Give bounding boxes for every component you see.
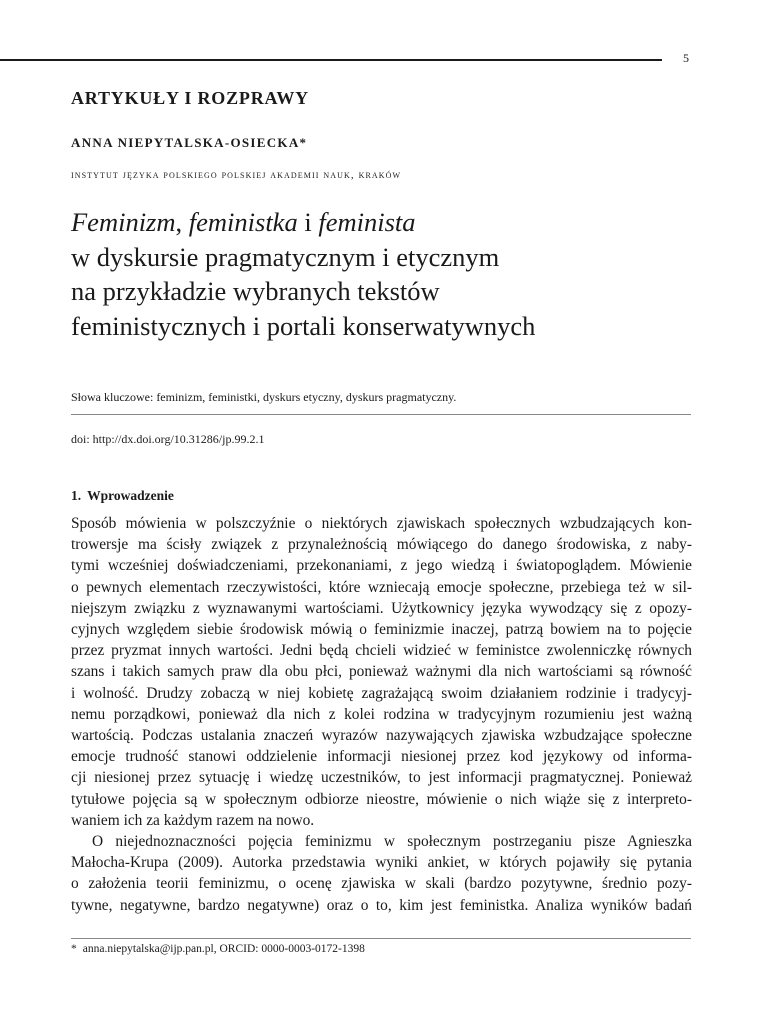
header-rule xyxy=(0,59,662,61)
body-line: O niejednoznaczności pojęcia feminizmu w społecznym postrzeganiu pisze Agnieszka xyxy=(92,833,692,851)
body-line: cji niesionej przez sytuację i wiedzę uczestników, to jest informacji pragmatycznej. Ponieważ xyxy=(71,769,692,787)
title-line-2: w dyskursie pragmatycznym i etycznym xyxy=(71,241,500,272)
body-line: o pewnych elementach rzeczywistości, które wzniecają emocje społeczne, przebiega też w sil- xyxy=(71,578,692,596)
footnote-email[interactable]: anna.niepytalska@ijp.pan.pl, xyxy=(82,943,220,955)
body-line: i wolność. Drudzy zobaczą w niej kobietę zagrażającą swoim działaniem rodzinie i tradycyj- xyxy=(71,684,692,702)
section-heading: ARTYKUŁY I ROZPRAWY xyxy=(71,88,309,108)
section-title: Wprowadzenie xyxy=(87,488,174,503)
body-line: tymi wcześniej doświadczeniami, przekonaniami, z jego wiedzą i światopoglądem. Mówienie xyxy=(71,557,692,575)
body-line: o założenia teorii feminizmu, o ocenę zjawiska w skali (bardzo pozytywne, średnio pozy- xyxy=(71,875,692,893)
body-line: wartością. Podczas ustalania znaczeń wyrazów nazywających zjawiska wzbudzające społeczne xyxy=(71,727,692,745)
author-affiliation: instytut języka polskiego polskiej akademii nauk, kraków xyxy=(71,169,402,181)
doi-link[interactable]: doi: http://dx.doi.org/10.31286/jp.99.2.1 xyxy=(71,432,265,446)
body-line: tywne, negatywne, bardzo negatywne) oraz o to, kim jest feministka. Analiza wyników badań xyxy=(71,896,692,914)
title-term-feminista: feminista xyxy=(318,207,416,237)
author-name: ANNA NIEPYTALSKA-OSIECKA* xyxy=(71,135,308,150)
body-line: nemu porządkowi, ponieważ dla nich z kolei rodzina w tradycyjnym rozumieniu jest ważną xyxy=(71,705,692,723)
orcid-label: ORCID: xyxy=(219,943,259,955)
body-line: tytułowe pojęcia są w społecznym odbiorze nieostre, mówienie o nich wiąże się z interpreto- xyxy=(71,790,692,808)
body-line: trowersje ma ścisły związek z przynależnością mówiącego do danego środowiska, z naby- xyxy=(71,536,692,554)
body-text xyxy=(71,513,692,916)
body-line: emocje trudność stanowi oddzielenie informacji niesionej przez kod językowy od informa- xyxy=(71,748,692,766)
body-line: cyjnych względem siebie środowisk mówią o feminizmie inaczej, patrzą bowiem na to pojęcie xyxy=(71,621,692,639)
title-line-1 xyxy=(71,205,691,240)
title-comma: , xyxy=(175,207,189,237)
body-line: szans i takich samych praw dla obu płci, ponieważ ważnymi dla nich wartościami są równość xyxy=(71,663,692,681)
body-line: waniem ich za każdym razem na nowo. xyxy=(71,811,315,829)
orcid-value: 0000-0003-0172-1398 xyxy=(258,943,365,955)
title-term-feminizm: Feminizm xyxy=(71,207,176,237)
title-conjunction: i xyxy=(297,207,319,237)
footnote xyxy=(71,943,365,955)
body-line: Sposób mówienia w polszczyźnie o niektórych zjawiskach społecznych wzbudzających kon- xyxy=(71,515,692,532)
keywords: Słowa kluczowe: feminizm, feministki, dyskurs etyczny, dyskurs pragmatyczny. xyxy=(71,390,457,404)
footnote-rule xyxy=(71,938,691,939)
body-line: niejszym związku z wyznawanymi wartościami. Użytkownicy języka wywodzący się z opozy- xyxy=(71,599,692,617)
section-number: 1. xyxy=(71,488,82,503)
footnote-mark: * xyxy=(71,943,77,955)
body-line: przez pryzmat innych wartości. Jedni będą chcieli widzieć w feministce zwolenniczkę równych xyxy=(71,642,692,660)
body-line: Małocha-Krupa (2009). Autorka przedstawia wyniki ankiet, w których pojawiły się pytania xyxy=(71,854,692,872)
article-title xyxy=(71,205,691,343)
title-line-4: feministycznych i portali konserwatywnych xyxy=(71,310,536,341)
keywords-rule xyxy=(71,414,691,415)
section-1-heading xyxy=(71,488,174,504)
title-term-feministka: feministka xyxy=(188,207,298,237)
title-line-3: na przykładzie wybranych tekstów xyxy=(71,276,440,306)
page-number: 5 xyxy=(683,51,689,65)
